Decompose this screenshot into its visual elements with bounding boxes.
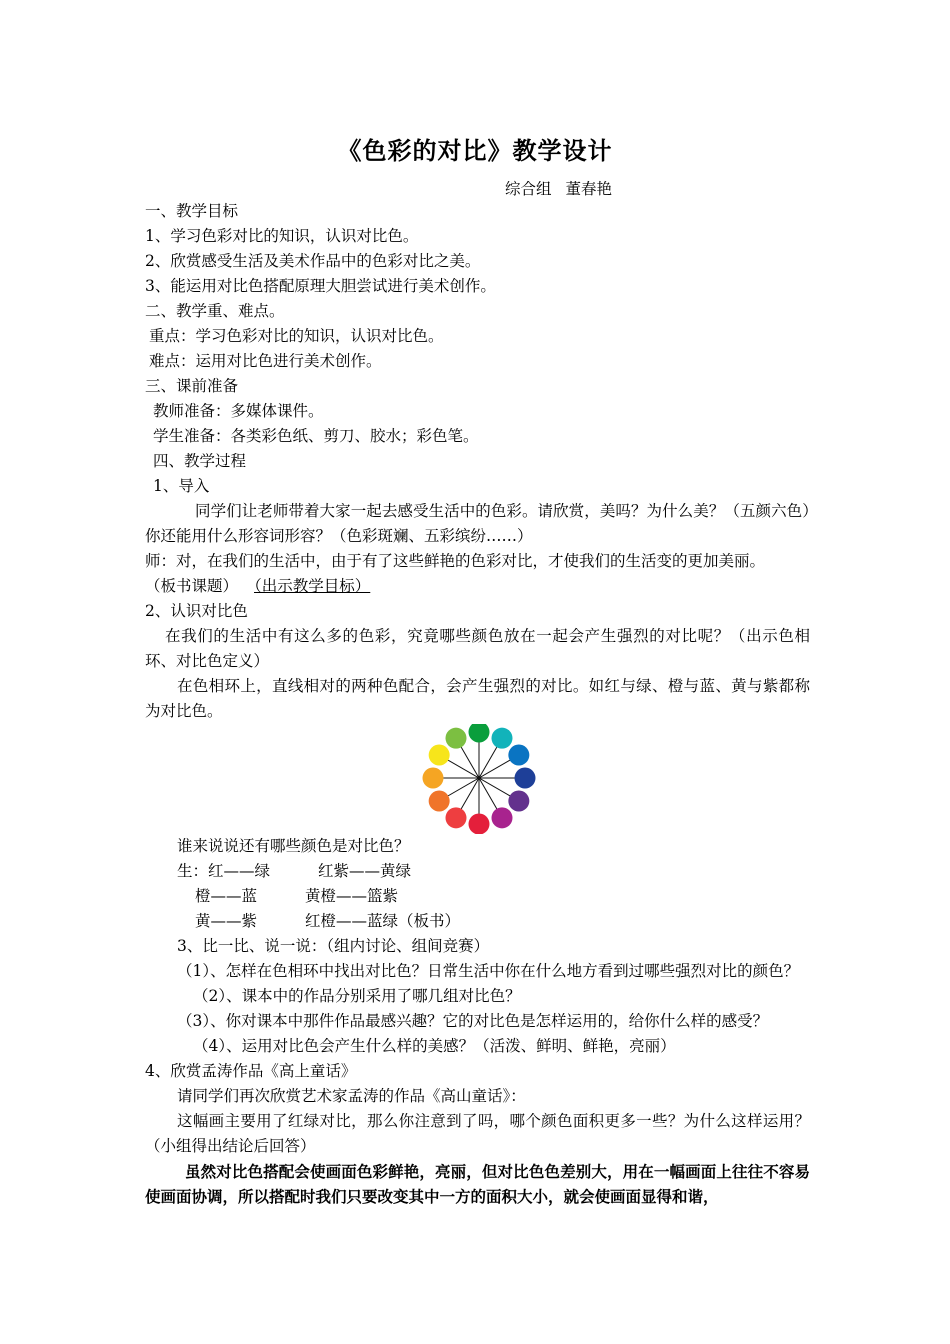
- pair-row: [145, 859, 810, 884]
- discussion-question: （4）、运用对比色会产生什么样的美感？（活泼、鲜明、鲜艳，亮丽）: [193, 1037, 676, 1055]
- paragraph-intro: 同学们让老师带着大家一起去感受生活中的色彩。请欣赏，美吗？为什么美？（五颜六色）你还能用什么形容词形容？（色彩斑斓、五彩缤纷……）: [145, 502, 810, 545]
- author-group: 综合组: [505, 180, 552, 198]
- color-wheel-dot: [469, 724, 490, 743]
- discussion-question: （2）、课本中的作品分别采用了哪几组对比色？: [193, 987, 521, 1005]
- step-heading-appreciate: 4、欣赏孟涛作品《高上童话》: [145, 1062, 357, 1080]
- color-wheel-dot: [469, 814, 490, 835]
- color-wheel-dot: [446, 728, 467, 749]
- section-heading-preparation: 三、课前准备: [145, 377, 239, 395]
- paragraph-teacher: 师：对，在我们的生活中，由于有了这些鲜艳的色彩对比，才使我们的生活变的更加美丽。: [145, 552, 766, 570]
- color-wheel-dot: [429, 745, 450, 766]
- teacher-preparation: 教师准备：多媒体课件。: [153, 402, 324, 420]
- pairs-prefix: 生：: [177, 862, 209, 880]
- goal-item: 2、欣赏感受生活及美术作品中的色彩对比之美。: [145, 252, 481, 270]
- color-wheel-dot: [429, 791, 450, 812]
- paragraph-appreciate: 请同学们再次欣赏艺术家孟涛的作品《高山童话》：: [177, 1087, 526, 1105]
- section-heading-process: 四、教学过程: [153, 452, 247, 470]
- goal-item: 1、学习色彩对比的知识，认识对比色。: [145, 227, 419, 245]
- paragraph-definition: 在色相环上，直线相对的两种色配合，会产生强烈的对比。如红与绿、橙与蓝、黄与紫都称为对比色。: [145, 677, 810, 720]
- color-wheel-dot: [492, 807, 513, 828]
- color-wheel-dot: [508, 791, 529, 812]
- board-title-note: （板书课题）: [145, 577, 239, 595]
- section-heading-keypoints: 二、教学重、难点。: [145, 302, 285, 320]
- paragraph-question: 在我们的生活中有这么多的色彩，究竟哪些颜色放在一起会产生强烈的对比呢？（出示色相环、对比色定义）: [145, 627, 810, 670]
- paragraph-conclusion: 虽然对比色搭配会使画面色彩鲜艳，亮丽，但对比色色差别大，用在一幅画面上往往不容易使画面协调，所以搭配时我们只要改变其中一方的面积大小，就会使画面显得和谐，: [145, 1162, 810, 1206]
- pair-row: [145, 884, 810, 909]
- color-wheel-row: [145, 724, 810, 834]
- document-body: [145, 199, 810, 1209]
- author-line: [505, 177, 612, 199]
- complementary-pair: 红——绿: [208, 862, 271, 880]
- student-preparation: 学生准备：各类彩色纸、剪刀、胶水；彩色笔。: [153, 427, 479, 445]
- color-wheel-dot: [446, 807, 467, 828]
- color-wheel-dot: [508, 745, 529, 766]
- step-heading-recognize: 2、认识对比色: [145, 602, 248, 620]
- pair-row: [145, 909, 810, 934]
- color-wheel-dot: [423, 768, 444, 789]
- complementary-pair: 黄——紫: [195, 912, 258, 930]
- key-point: 重点：学习色彩对比的知识，认识对比色。: [149, 327, 444, 345]
- paragraph-analysis: 这幅画主要用了红绿对比，那么你注意到了吗，哪个颜色面积更多一些？为什么这样运用？（小组得出结论后回答）: [145, 1112, 810, 1155]
- color-wheel-dot: [492, 728, 513, 749]
- complementary-pair: 红紫——黄绿: [318, 862, 412, 880]
- board-line: [145, 574, 810, 599]
- show-goals-note: （出示教学目标）: [254, 577, 371, 595]
- color-wheel-spokes: [433, 732, 525, 824]
- color-wheel-icon: [417, 724, 547, 834]
- discussion-question: （3）、你对课本中那件作品最感兴趣？它的对比色是怎样运用的，给你什么样的感受？: [177, 1012, 769, 1030]
- paragraph-ask: 谁来说说还有哪些颜色是对比色？: [177, 837, 410, 855]
- color-wheel-dot: [515, 768, 536, 789]
- step-heading-intro: 1、导入: [153, 477, 210, 495]
- complementary-pair: 红橙——蓝绿（板书）: [305, 912, 461, 930]
- document-title: 《色彩的对比》教学设计: [337, 137, 613, 165]
- step-heading-compare: 3、比一比、说一说：（组内讨论、组间竞赛）: [177, 937, 490, 955]
- section-heading-goals: 一、教学目标: [145, 202, 239, 220]
- author-name: 董春艳: [565, 180, 613, 198]
- discussion-question: （1）、怎样在色相环中找出对比色？日常生活中你在什么地方看到过哪些强烈对比的颜色？: [177, 962, 800, 980]
- complementary-pair: 黄橙——篮紫: [305, 887, 399, 905]
- goal-item: 3、能运用对比色搭配原理大胆尝试进行美术创作。: [145, 277, 496, 295]
- difficult-point: 难点：运用对比色进行美术创作。: [149, 352, 382, 370]
- complementary-pair: 橙——蓝: [195, 887, 258, 905]
